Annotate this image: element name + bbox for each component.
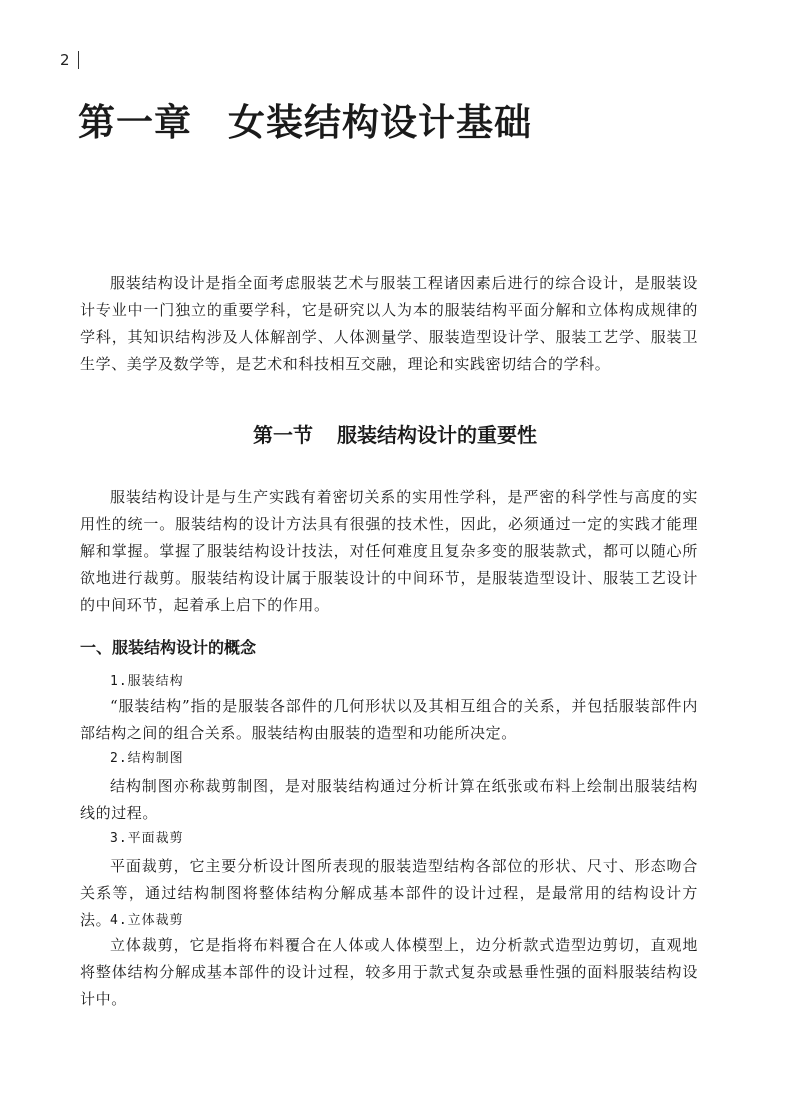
- intro-paragraph: 服装结构设计是指全面考虑服装艺术与服装工程诸因素后进行的综合设计，是服装设计专业中一门独立的重要学科，它是研究以人为本的服装结构平面分解和立体构成规律的学科，其知识结构涉及人体解剖学、人体测量学、服装造型设计学、服装工艺学、服装卫生学、美学及数学等，是艺术和科技相互交融，理论和实践密切结合的学科。: [80, 274, 698, 373]
- item-paragraph-4: 立体裁剪，它是指将布料覆合在人体或人体模型上，边分析款式造型边剪切，直观地将整体结构分解成基本部件的设计过程，较多用于款式复杂或悬垂性强的面料服装结构设计中。: [80, 936, 698, 1008]
- chapter-title: [78, 92, 532, 152]
- item-heading-2: 2.结构制图: [110, 751, 184, 766]
- chapter-name: 女装结构设计基础: [228, 100, 532, 144]
- section-title: [0, 420, 790, 450]
- item-paragraph-3: 平面裁剪，它主要分析设计图所表现的服装造型结构各部位的形状、尺寸、形态吻合关系等，通过结构制图将整体结构分解成基本部件的设计过程，是最常用的结构设计方法。: [80, 857, 698, 929]
- item-heading-4: 4.立体裁剪: [110, 913, 184, 928]
- section-paragraph: 服装结构设计是与生产实践有着密切关系的实用性学科，是严密的科学性与高度的实用性的统一。服装结构的设计方法具有很强的技术性，因此，必须通过一定的实践才能理解和掌握。掌握了服装结构设计技法，对任何难度且复杂多变的服装款式，都可以随心所欲地进行裁剪。服装结构设计属于服装设计的中间环节，是服装造型设计、服装工艺设计的中间环节，起着承上启下的作用。: [80, 488, 698, 614]
- page-number-divider: [78, 51, 79, 69]
- section-name: 服装结构设计的重要性: [337, 423, 537, 447]
- item-heading-1: 1.服装结构: [110, 674, 184, 689]
- item-paragraph-1: “服装结构”指的是服装各部件的几何形状以及其相互组合的关系，并包括服装部件内部结构之间的组合关系。服装结构由服装的造型和功能所决定。: [80, 697, 698, 742]
- item-paragraph-2: 结构制图亦称裁剪制图，是对服装结构通过分析计算在纸张或布料上绘制出服装结构线的过程。: [80, 777, 698, 822]
- subsection-title: 一、服装结构设计的概念: [80, 638, 257, 657]
- item-heading-3: 3.平面裁剪: [110, 831, 184, 846]
- section-label: 第一节: [253, 423, 313, 447]
- page-number: 2: [60, 51, 70, 69]
- chapter-label: 第一章: [78, 100, 192, 144]
